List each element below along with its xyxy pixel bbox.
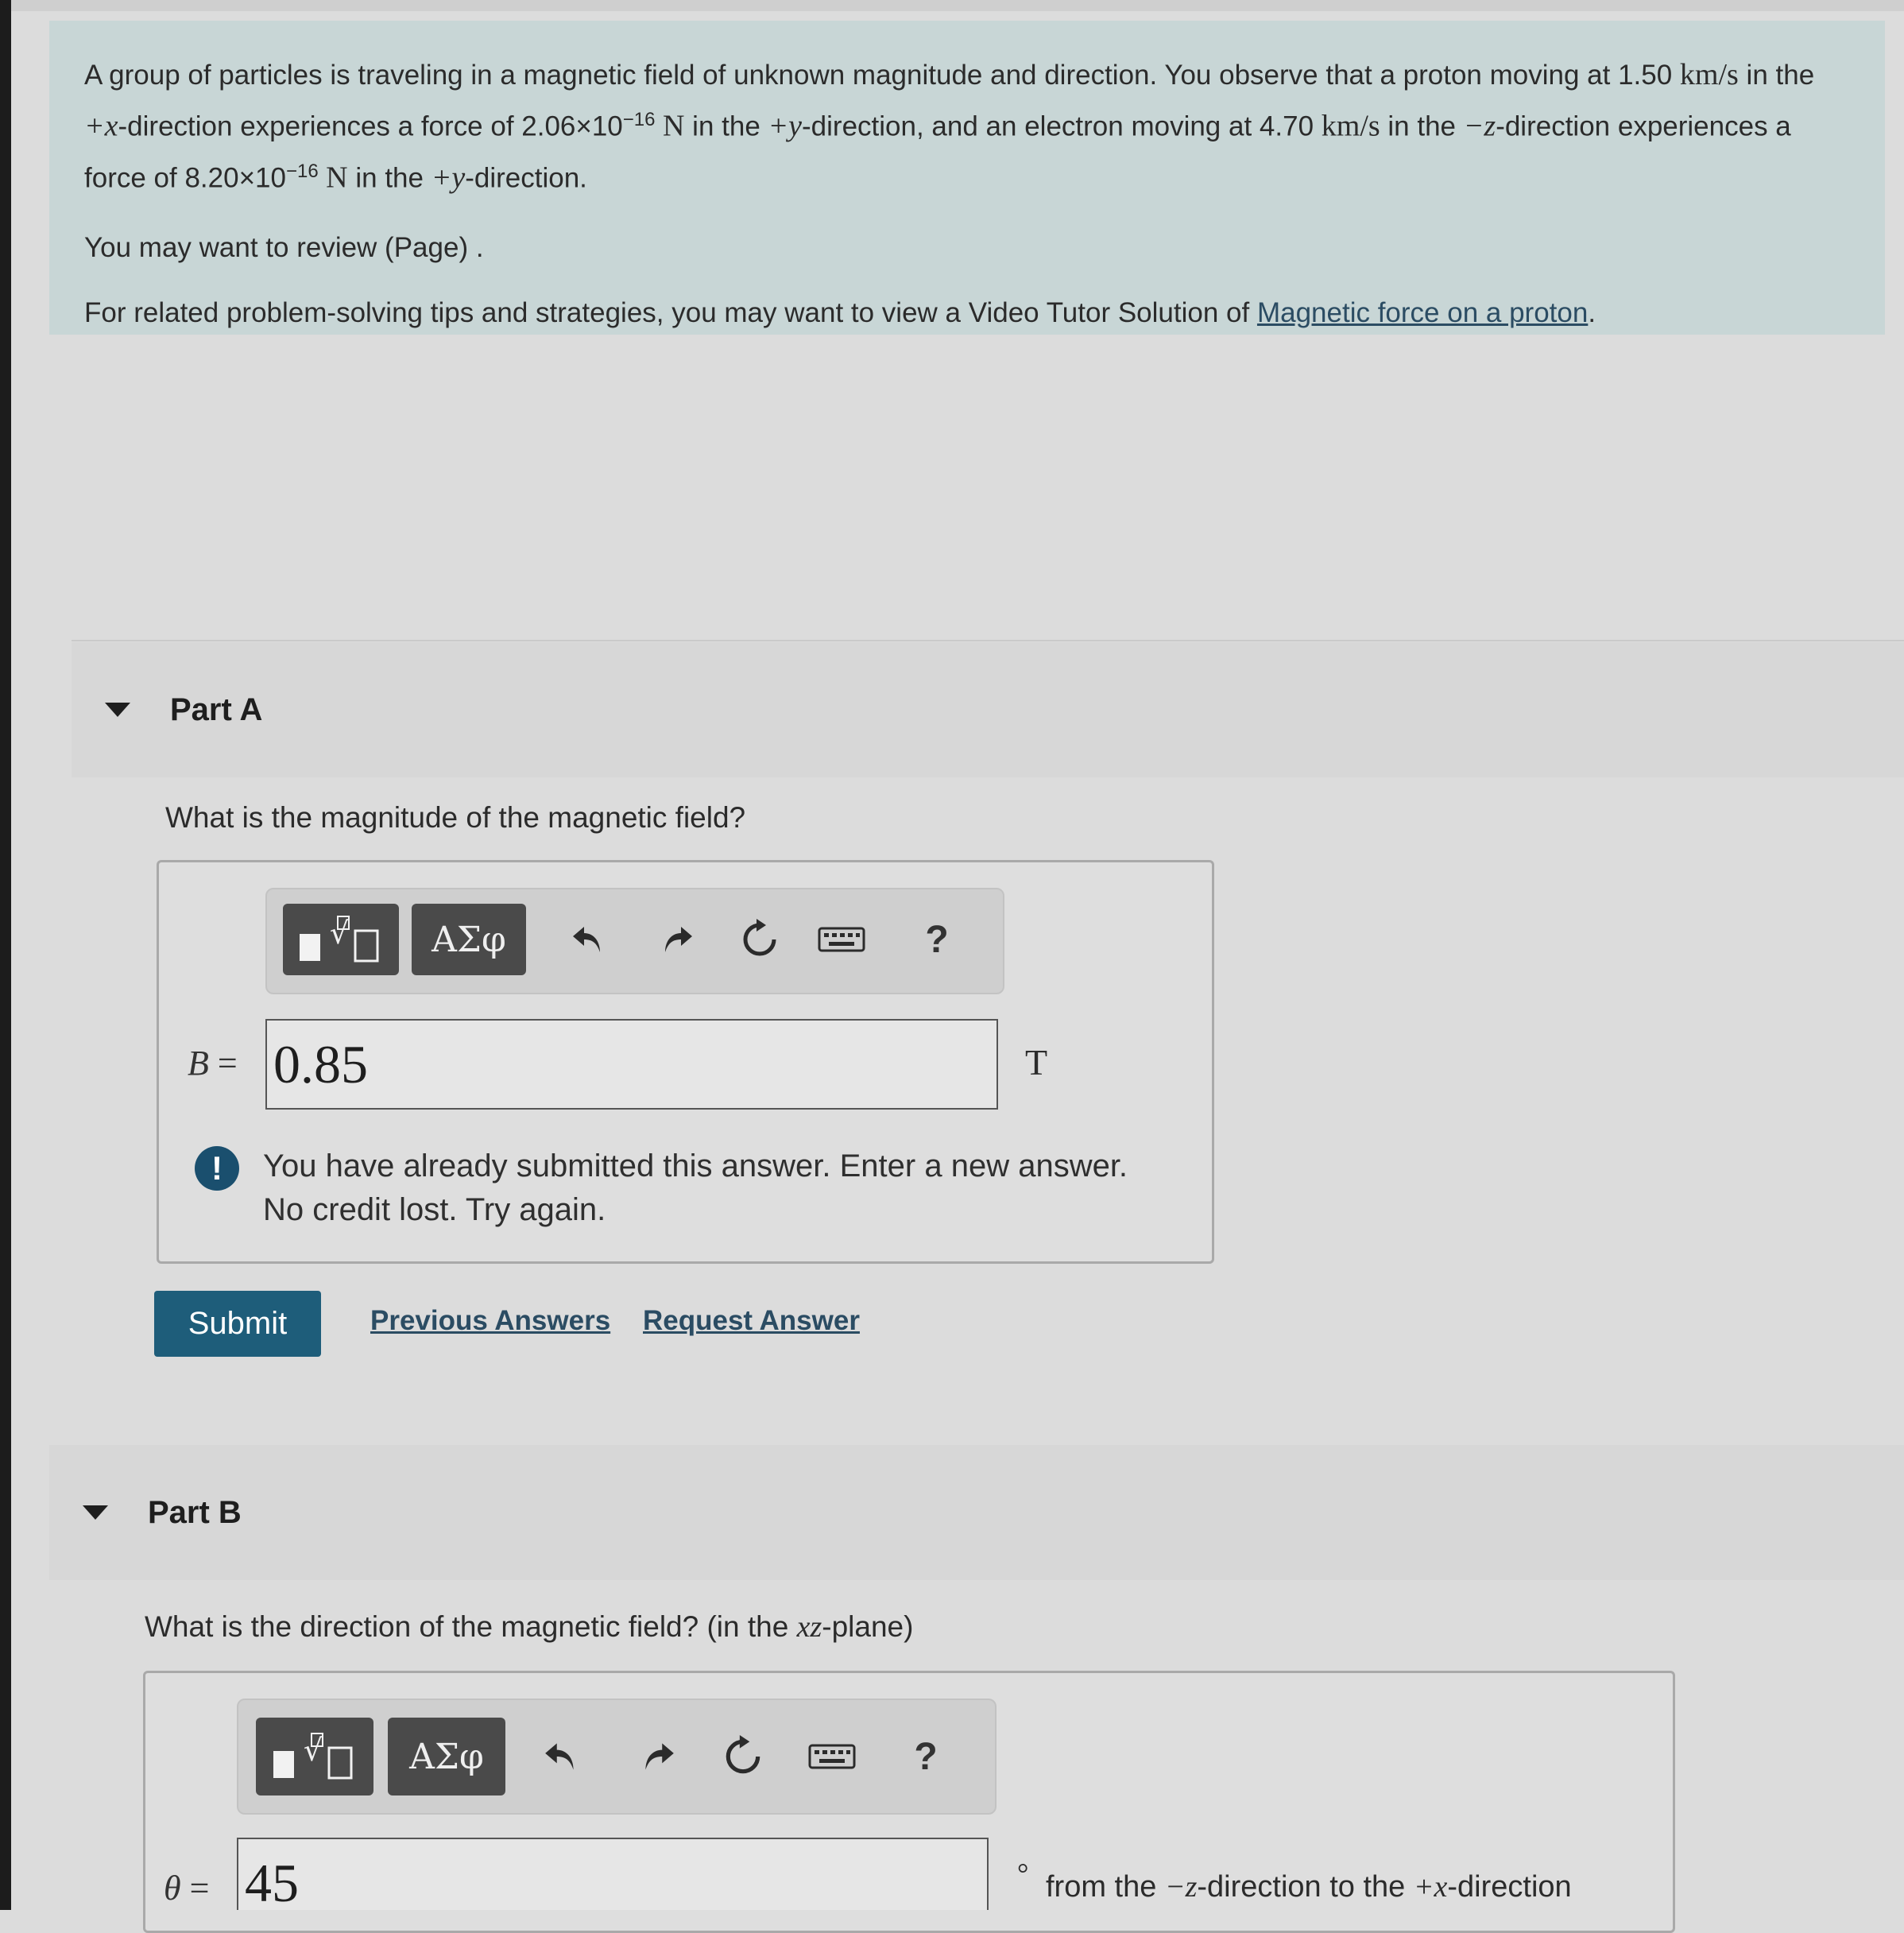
- feedback-line-1: You have already submitted this answer. Enter a new answer.: [263, 1149, 1128, 1183]
- redo-button[interactable]: [629, 1721, 685, 1792]
- tips-note: [84, 291, 1850, 335]
- direction-minus-z: −z: [1164, 1870, 1198, 1904]
- tips-text: For related problem-solving tips and strategies, you may want to view a Video Tutor Solution of: [84, 297, 1257, 329]
- equals-sign: =: [208, 1044, 238, 1083]
- problem-statement: [49, 21, 1885, 335]
- undo-button[interactable]: [561, 904, 617, 975]
- variable-symbol: θ: [164, 1869, 181, 1908]
- fraction-root-template-icon: [267, 1729, 362, 1784]
- exponent: −16: [622, 109, 656, 130]
- redo-arrow-icon: [657, 920, 695, 959]
- equals-sign: =: [180, 1869, 210, 1908]
- problem-text-part: A group of particles is traveling in a magnetic field of unknown magnitude and direction. You observe that a proton moving at 1.50: [84, 60, 1680, 91]
- variable-symbol: B: [188, 1044, 209, 1083]
- unit-km-per-s: km/s: [1679, 58, 1739, 91]
- problem-text: [84, 52, 1850, 200]
- problem-text-part: -direction, and an electron moving at 4.70: [802, 110, 1322, 142]
- part-b-title: Part B: [148, 1494, 242, 1530]
- part-a-title: Part A: [170, 691, 263, 727]
- problem-text-part: in the: [347, 162, 431, 194]
- exclamation-circle-icon: !: [195, 1146, 239, 1191]
- keyboard-icon: [818, 925, 865, 954]
- reset-button[interactable]: [732, 904, 788, 975]
- keyboard-icon: [808, 1742, 856, 1771]
- undo-arrow-icon: [542, 1737, 582, 1776]
- unit-newton: N: [655, 109, 685, 143]
- part-b-direction-note: [1046, 1869, 1572, 1904]
- problem-text-part: -direction.: [465, 162, 587, 194]
- section-divider: [72, 640, 1904, 641]
- question-text-end: -plane): [822, 1610, 914, 1643]
- problem-text-part: in the: [1380, 110, 1464, 142]
- direction-plus-x: +x: [1413, 1870, 1448, 1904]
- fraction-root-template-icon: [293, 912, 389, 967]
- undo-arrow-icon: [570, 920, 608, 959]
- direction-plus-x: +x: [84, 109, 118, 143]
- part-a-question: What is the magnitude of the magnetic field?: [165, 801, 746, 834]
- reset-button[interactable]: [715, 1721, 771, 1792]
- degree-symbol: °: [1017, 1857, 1029, 1889]
- reset-circular-arrow-icon: [722, 1735, 764, 1778]
- redo-arrow-icon: [637, 1737, 677, 1776]
- question-text: What is the direction of the magnetic field? (in the: [145, 1610, 797, 1643]
- undo-button[interactable]: [534, 1721, 590, 1792]
- direction-plus-y: +y: [768, 109, 803, 143]
- svg-text:√: √: [329, 916, 350, 951]
- keyboard-button[interactable]: [814, 904, 869, 975]
- direction-minus-z: −z: [1463, 109, 1496, 143]
- problem-text-part: in the: [684, 110, 768, 142]
- request-answer-link[interactable]: Request Answer: [643, 1305, 860, 1336]
- collapse-caret-icon[interactable]: [83, 1505, 108, 1520]
- part-b-header[interactable]: [49, 1445, 1904, 1580]
- part-a-variable-label: [188, 1043, 238, 1083]
- svg-text:√: √: [303, 1733, 323, 1768]
- part-a-feedback: [195, 1145, 1128, 1232]
- feedback-message: [263, 1145, 1128, 1232]
- greek-symbols-button[interactable]: ΑΣφ: [388, 1718, 505, 1795]
- part-b-math-toolbar: [237, 1699, 997, 1815]
- part-b-answer-input[interactable]: 45: [237, 1838, 989, 1910]
- direction-plus-y: +y: [431, 161, 466, 195]
- video-tutor-link[interactable]: Magnetic force on a proton: [1256, 297, 1589, 329]
- screen-bezel: [0, 0, 11, 1910]
- templates-button[interactable]: [283, 904, 399, 975]
- submit-button[interactable]: Submit: [154, 1291, 321, 1357]
- part-b-variable-label: [164, 1868, 209, 1908]
- collapse-caret-icon[interactable]: [105, 703, 130, 717]
- previous-answers-link[interactable]: Previous Answers: [370, 1305, 611, 1336]
- unit-newton: N: [318, 161, 348, 195]
- problem-text-part: -direction experiences a force of 2.06×10: [118, 110, 623, 142]
- part-a-header[interactable]: [72, 642, 1904, 777]
- keyboard-button[interactable]: [804, 1721, 860, 1792]
- tips-text-end: .: [1588, 297, 1596, 329]
- feedback-line-2: No credit lost. Try again.: [263, 1192, 606, 1227]
- help-button[interactable]: ?: [925, 918, 949, 961]
- redo-button[interactable]: [648, 904, 704, 975]
- part-a-unit: T: [1025, 1042, 1048, 1083]
- part-a-math-toolbar: [265, 888, 1004, 994]
- problem-text-part: in the: [1738, 60, 1815, 91]
- unit-km-per-s: km/s: [1321, 109, 1380, 143]
- problem-text-part: -direction experiences a force of 8.20×10: [84, 110, 1791, 194]
- part-b-question: [145, 1610, 913, 1644]
- note-text: from the: [1046, 1870, 1165, 1904]
- reset-circular-arrow-icon: [739, 919, 780, 960]
- plane-symbol: xz: [796, 1610, 822, 1644]
- help-button[interactable]: ?: [914, 1735, 938, 1778]
- greek-symbols-button[interactable]: ΑΣφ: [412, 904, 526, 975]
- review-note: You may want to review (Page) .: [84, 232, 484, 264]
- note-text: -direction to the: [1197, 1870, 1414, 1904]
- note-text-end: -direction: [1447, 1870, 1572, 1904]
- exponent: −16: [285, 160, 319, 182]
- part-a-answer-input[interactable]: 0.85: [265, 1019, 998, 1110]
- templates-button[interactable]: [256, 1718, 373, 1795]
- screen-top-edge: [0, 0, 1904, 11]
